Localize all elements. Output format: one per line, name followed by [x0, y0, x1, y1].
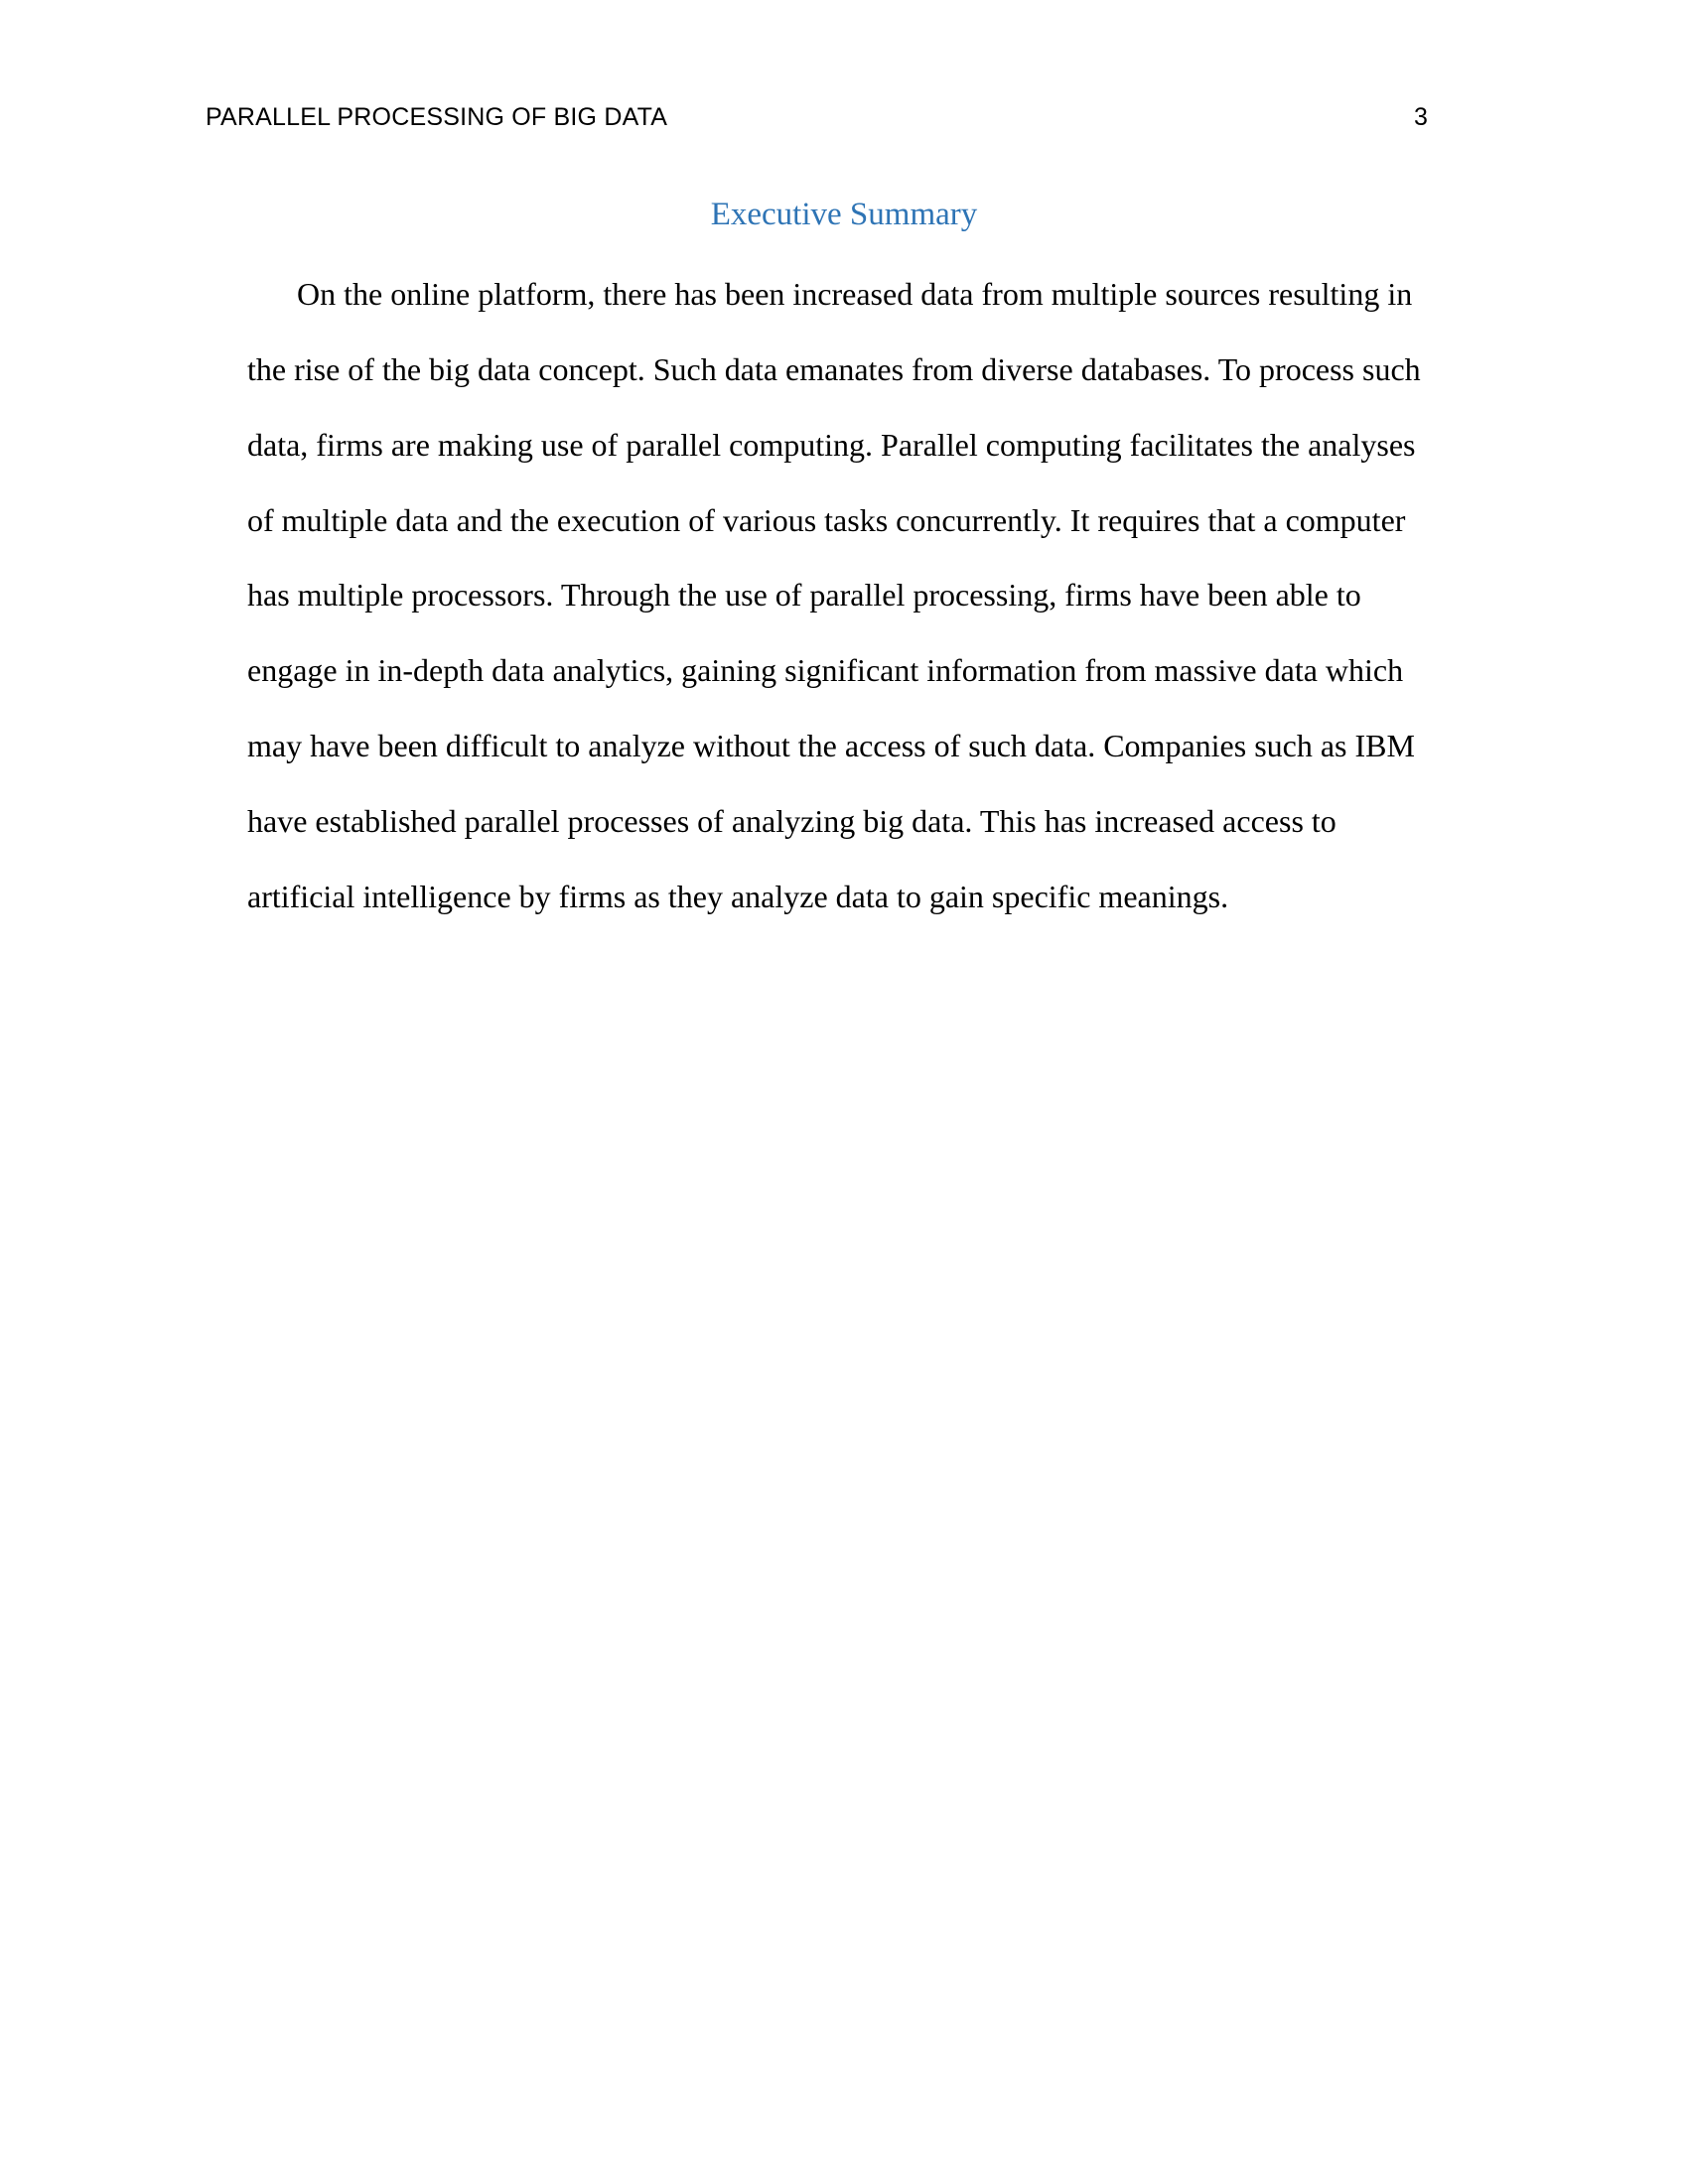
paragraph-line: On the online platform, there has been increased data from multiple sources resulting in: [297, 276, 1413, 312]
section-heading: Executive Summary: [710, 197, 978, 232]
page-number: 3: [1414, 103, 1428, 131]
paragraph-line: of multiple data and the execution of various tasks concurrently. It requires that a computer: [247, 502, 1406, 538]
running-head: PARALLEL PROCESSING OF BIG DATA: [206, 103, 668, 131]
paragraph-line: artificial intelligence by firms as they analyze data to gain specific meanings.: [247, 879, 1229, 914]
paragraph-line: may have been difficult to analyze without the access of such data. Companies such as IBM: [247, 728, 1415, 763]
paragraph-line: have established parallel processes of analyzing big data. This has increased access to: [247, 803, 1336, 839]
paragraph-line: data, firms are making use of parallel computing. Parallel computing facilitates the analyses: [247, 427, 1416, 463]
paragraph-line: engage in in-depth data analytics, gaining significant information from massive data which: [247, 652, 1404, 688]
paragraph-line: has multiple processors. Through the use of parallel processing, firms have been able to: [247, 577, 1361, 613]
paragraph-line: the rise of the big data concept. Such data emanates from diverse databases. To process such: [247, 351, 1421, 387]
